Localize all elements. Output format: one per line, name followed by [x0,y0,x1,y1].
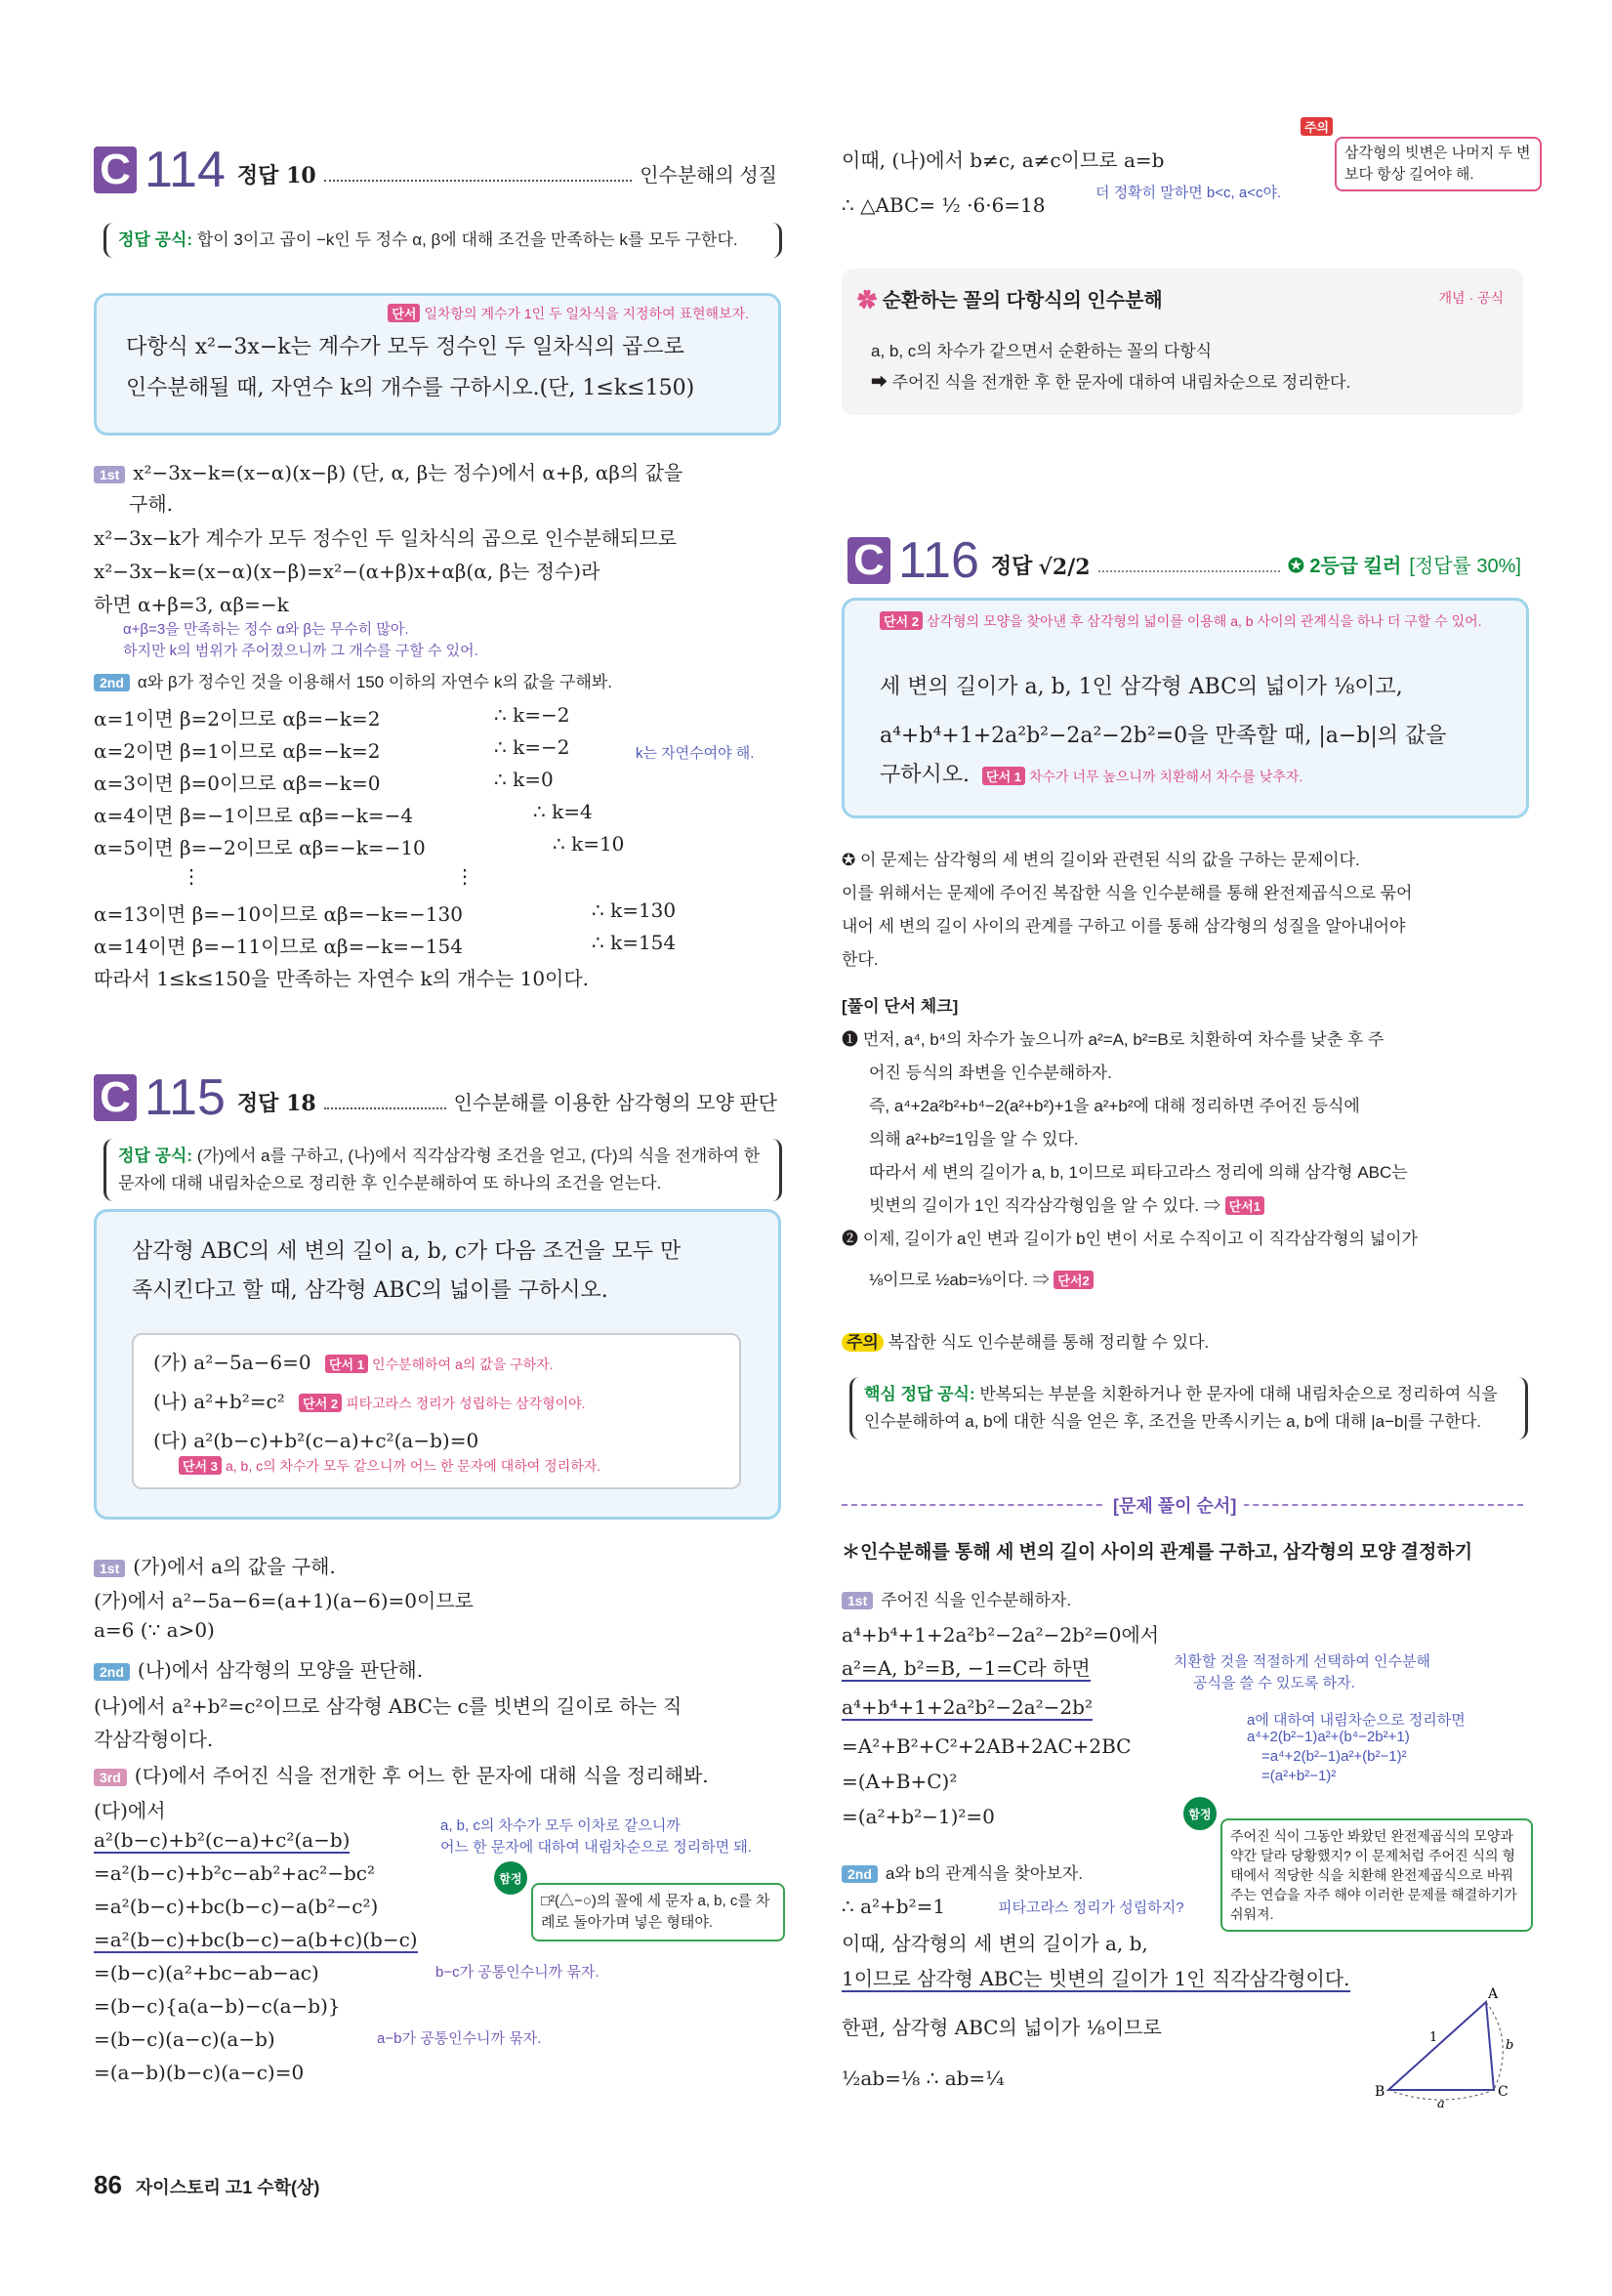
check-line: 즉, a⁴+2a²b²+b⁴−2(a²+b²)+1을 a²+b²에 대해 정리하면 주어진 등식에 [869,1097,1360,1115]
eq-line: =(a−b)(b−c)(a−c)=0 [94,2061,305,2084]
text-line: (가)에서 a²−5a−6=(a+1)(a−6)=0이므로 [94,1589,474,1612]
caution-tag: 주의 [1301,117,1337,136]
note: a, b, c의 차수가 모두 이차로 같으니까 [440,1817,681,1834]
order-main: ＊인수분해를 통해 세 변의 길이 사이의 관계를 구하고, 삼각형의 모양 결정하기 [842,1542,1473,1563]
answer: 정답 18 [236,1091,316,1116]
check-line: 빗변의 길이가 1인 직각삼각형임을 알 수 있다. ⇒ 단서1 [869,1191,1268,1216]
eq-line: =(b−c)(a−c)(a−b) [94,2027,275,2051]
side-label: a [1437,2097,1445,2109]
condition: (다) a²(b−c)+b²(c−a)+c²(a−b)=0 [153,1429,479,1452]
table-row: ∴ k=4 [533,800,593,823]
difficulty-badge: C [847,537,890,584]
note: 공식을 쓸 수 있도록 하자. [1193,1675,1355,1691]
table-row: α=4이면 β=−1이므로 αβ=−k=−4 [94,804,414,827]
problem-116-header [847,532,1521,589]
question-line: 삼각형 ABC의 세 변의 길이 a, b, c가 다음 조건을 모두 만 [132,1239,682,1264]
trap-badge: 함정 [1183,1797,1217,1830]
table-row: ∴ k=0 [494,768,554,791]
intro-line: ✪ 이 문제는 삼각형의 세 변의 길이와 관련된 식의 값을 구하는 문제이다. [842,851,1360,869]
order-title: [문제 풀이 순서] [1105,1492,1244,1518]
question-box [94,293,781,436]
check-title: [풀이 단서 체크] [842,997,959,1016]
concept-line: a, b, c의 차수가 같으면서 순환하는 꼴의 다항식 [871,342,1213,360]
check-line: ⅛이므로 ½ab=⅛이다. ⇒ 단서2 [869,1266,1097,1290]
topic: 인수분해를 이용한 삼각형의 모양 판단 [453,1093,777,1114]
k-note: k는 자연수여야 해. [636,745,755,762]
note: =a⁴+2(b²−1)a²+(b²−1)² [1261,1748,1407,1765]
table-row: ∴ k=154 [592,931,677,954]
rate: [정답률 30%] [1409,556,1521,577]
footer [94,2170,319,2200]
eq-line: a⁴+b⁴+1+2a²b²−2a²−2b²=0에서 [842,1623,1160,1647]
problem-114-header [94,142,777,198]
table-row: α=1이면 β=2이므로 αβ=−k=2 [94,707,381,731]
note: 더 정확히 말하면 b<c, a<c야. [1095,185,1282,201]
topic: 인수분해의 성질 [640,165,777,187]
book-title: 자이스토리 고1 수학(상) [135,2178,320,2197]
eq-line: ½ab=⅛ ∴ ab=¼ [842,2066,1005,2090]
concept-line: ➡ 주어진 식을 전개한 후 한 문자에 대하여 내림차순으로 정리한다. [871,373,1351,392]
check-line: 따라서 세 변의 길이가 a, b, 1이므로 피타고라스 정리에 의해 삼각형 ABC는 [869,1163,1408,1182]
question-line: a⁴+b⁴+1+2a²b²−2a²−2b²=0을 만족할 때, |a−b|의 값을 [880,724,1447,748]
concept-title: ✿ 순환하는 꼴의 다항식의 인수분해 [857,290,1163,312]
note: =(a²+b²−1)² [1261,1768,1337,1784]
table-row: ∴ k=10 [553,832,625,856]
eq-line: 한편, 삼각형 ABC의 넓이가 ⅛이므로 [842,2016,1162,2039]
caution-line: 주의 복잡한 식도 인수분해를 통해 정리할 수 있다. [842,1328,1209,1353]
question-line: 족시킨다고 할 때, 삼각형 ABC의 넓이를 구하시오. [132,1278,608,1303]
formula-note: 정답 공식: (가)에서 a를 구하고, (나)에서 직각삼각형 조건을 얻고, (다)의 식을 전개하여 한 문자에 대해 내림차순으로 정리한 후 인수분해하여 또 하나의 조건을 얻는다. [103,1139,782,1201]
table-row: α=3이면 β=0이므로 αβ=−k=0 [94,772,381,795]
question-line: 다항식 x²−3x−k는 계수가 모두 정수인 두 일차식의 곱으로 [126,335,684,359]
concept-tag: 개념 · 공식 [1438,290,1504,306]
vertex-b: B [1375,2084,1385,2100]
eq-line: a⁴+b⁴+1+2a²b²−2a²−2b² [842,1695,1093,1719]
eq-line: ∴ a²+b²=1 [842,1895,946,1918]
text-line: 이때, (나)에서 b≠c, a≠c이므로 a=b [842,148,1165,172]
difficulty-badge: C [94,1074,137,1121]
text-line: 구해. [129,492,173,516]
eq-line: a²=A, b²=B, −1=C라 하면 [842,1656,1091,1680]
eq-line: 1이므로 삼각형 ABC는 빗변의 길이가 1인 직각삼각형이다. [842,1967,1350,1990]
caution-note: 삼각형의 빗변은 나머지 두 변보다 항상 길어야 해. [1335,137,1542,191]
check-line: 의해 a²+b²=1임을 알 수 있다. [869,1130,1079,1148]
difficulty-badge: C [94,146,137,193]
step-2: 2nd a와 b의 관계식을 찾아보자. [842,1859,1083,1884]
check-line: ❶ 먼저, a⁴, b⁴의 차수가 높으니까 a²=A, b²=B로 치환하여 차수를 낮춘 후 주 [842,1030,1385,1049]
intro-line: 한다. [842,950,879,969]
step-2: 2nd α와 β가 정수인 것을 이용해서 150 이하의 자연수 k의 값을 구해봐. [94,668,612,692]
check-line: 어진 등식의 좌변을 인수분해하자. [869,1064,1112,1082]
table-row: ∴ k=−2 [494,703,570,727]
problem-number: 115 [145,1069,226,1126]
vertex-c: C [1498,2084,1509,2100]
eq-line: =(a²+b²−1)²=0 [842,1805,995,1828]
table-row: ∴ k=−2 [494,735,570,759]
text-line: 하면 α+β=3, αβ=−k [94,593,289,616]
check-line: ❷ 이제, 길이가 a인 변과 길이가 b인 변이 서로 수직이고 이 직각삼각형의 넓이가 [842,1230,1418,1248]
question-line: 구하시오. 단서 1 차수가 너무 높으니까 치환해서 차수를 낮추자. [880,763,1303,787]
problem-number: 116 [898,532,979,589]
conditions-box [132,1333,741,1489]
table-row: α=5이면 β=−2이므로 αβ=−k=−10 [94,836,426,859]
hint: 단서 2 삼각형의 모양을 찾아낸 후 삼각형의 넓이를 이용해 a, b 사이의 관계식을 하나 더 구할 수 있어. [880,610,1485,632]
concept-box [842,269,1523,415]
page-number: 86 [94,2170,122,2199]
eq-line: =(b−c)(a²+bc−ab−ac) [94,1961,319,1984]
key-formula-note: 핵심 정답 공식: 반복되는 부분을 치환하거나 한 문자에 대해 내림차순으로 정리하여 식을 인수분해하여 a, b에 대한 식을 얻은 후, 조건을 만족시키는 a, b에 대해 |a−b|를 구한다. [849,1377,1528,1440]
eq-line: (다)에서 [94,1799,166,1822]
eq-line: =a²(b−c)+b²c−ab²+ac²−bc² [94,1861,376,1885]
eq-line: a²(b−c)+b²(c−a)+c²(a−b) [94,1828,351,1852]
hint: 단서 3 a, b, c의 차수가 모두 같으니까 어느 한 문자에 대하여 정리하자. [179,1456,600,1476]
eq-line: =A²+B²+C²+2AB+2AC+2BC [842,1734,1132,1758]
intro-line: 이를 위해서는 문제에 주어진 복잡한 식을 인수분해를 통해 완전제곱식으로 묶어 [842,884,1413,902]
note: a⁴+2(b²−1)a²+(b⁴−2b²+1) [1247,1729,1410,1745]
right-triangle-diagram [1369,1983,1515,2109]
table-row: α=2이면 β=1이므로 αβ=−k=2 [94,739,381,763]
table-row: α=14이면 β=−11이므로 αβ=−k=−154 [94,935,463,958]
trap-note: 주어진 식이 그동안 봐왔던 완전제곱식의 모양과 약간 달라 당황했지? 이 문제처럼 주어진 식의 형태에서 적당한 식을 치환해 완전제곱식으로 바꿔주는 연습을 자주 해야 이러한 문제를 해결하기가 쉬워져. [1220,1818,1533,1932]
note: 어느 한 문자에 대하여 내림차순으로 정리하면 돼. [440,1839,752,1856]
eq-line: 이때, 삼각형의 세 변의 길이가 a, b, [842,1932,1148,1955]
trap-note: □²(△−○)의 꼴에 세 문자 a, b, c를 차례로 돌아가며 넣은 형태야. [531,1883,785,1941]
trap-badge: 함정 [494,1861,527,1895]
table-row: ∴ k=130 [592,898,677,922]
side-label: b [1506,2038,1514,2053]
step-1: 1st (가)에서 a의 값을 구해. [94,1551,336,1579]
text-line: ∴ △ABC= ½ ·6·6=18 [842,193,1046,217]
step-3: 3rd (다)에서 주어진 식을 전개한 후 어느 한 문자에 대해 식을 정리해봐. [94,1760,709,1788]
text-line: 각삼각형이다. [94,1728,214,1751]
text-line: x²−3x−k=(x−α)(x−β)=x²−(α+β)x+αβ(α, β는 정수)라 [94,560,600,583]
condition: (나) a²+b²=c² 단서 2 피타고라스 정리가 성립하는 삼각형이야. [153,1390,586,1413]
note: a−b가 공통인수니까 묶자. [377,2030,542,2047]
step-1: 1st x²−3x−k=(x−α)(x−β) (단, α, β는 정수)에서 α+β, αβ의 값을 [94,457,682,485]
condition: (가) a²−5a−6=0 단서 1 인수분해하여 a의 값을 구하자. [153,1351,554,1374]
vertex-a: A [1488,1986,1499,2002]
problem-number: 114 [145,142,226,198]
eq-line: =(b−c){a(a−b)−c(a−b)} [94,1994,341,2018]
note: b−c가 공통인수니까 묶자. [435,1964,599,1981]
grade: ✪ 2등급 킬러 [1288,556,1402,577]
answer: 정답 [990,554,1033,579]
note: 피타고라스 정리가 성립하지? [998,1899,1184,1916]
eq-line: =a²(b−c)+bc(b−c)−a(b+c)(b−c) [94,1928,418,1951]
answer-value: √2/2 [1038,555,1091,580]
step-2: 2nd (나)에서 삼각형의 모양을 판단해. [94,1654,423,1683]
table-row: α=13이면 β=−10이므로 αβ=−k=−130 [94,902,463,926]
eq-line: =(A+B+C)² [842,1770,958,1793]
note: a에 대하여 내림차순으로 정리하면 [1247,1712,1466,1729]
note: 하지만 k의 범위가 주어졌으니까 그 개수를 구할 수 있어. [123,643,478,659]
conclusion: 따라서 1≤k≤150을 만족하는 자연수 k의 개수는 10이다. [94,967,590,990]
problem-115-header [94,1069,777,1126]
vdots: ⋮ [182,864,201,888]
side-label: 1 [1429,2030,1438,2045]
intro-line: 내어 세 변의 길이 사이의 관계를 구하고 이를 통해 삼각형의 성질을 알아내어야 [842,917,1406,936]
note: α+β=3을 만족하는 정수 α와 β는 무수히 많아. [123,621,409,638]
question-line: 세 변의 길이가 a, b, 1인 삼각형 ABC의 넓이가 ⅛이고, [880,675,1403,699]
text-line: (나)에서 a²+b²=c²이므로 삼각형 ABC는 c를 빗변의 길이로 하는 직 [94,1694,682,1718]
formula-note: 정답 공식: 합이 3이고 곱이 −k인 두 정수 α, β에 대해 조건을 만족하는 k를 모두 구한다. [103,223,782,258]
question-line: 인수분해될 때, 자연수 k의 개수를 구하시오.(단, 1≤k≤150) [126,376,695,400]
hint: 단서 일차항의 계수가 1인 두 일차식을 지정하여 표현해보자. [388,304,749,323]
question-box [842,598,1529,818]
step-1: 1st 주어진 식을 인수분해하자. [842,1586,1071,1610]
note: 치환할 것을 적절하게 선택하여 인수분해 [1174,1653,1431,1670]
vdots: ⋮ [455,864,475,888]
text-line: a=6 (∵ a>0) [94,1618,215,1642]
eq-line: =a²(b−c)+bc(b−c)−a(b²−c²) [94,1895,379,1918]
answer: 정답 10 [236,163,316,188]
text-line: x²−3x−k가 계수가 모두 정수인 두 일차식의 곱으로 인수분해되므로 [94,526,678,550]
question-box [94,1209,781,1520]
